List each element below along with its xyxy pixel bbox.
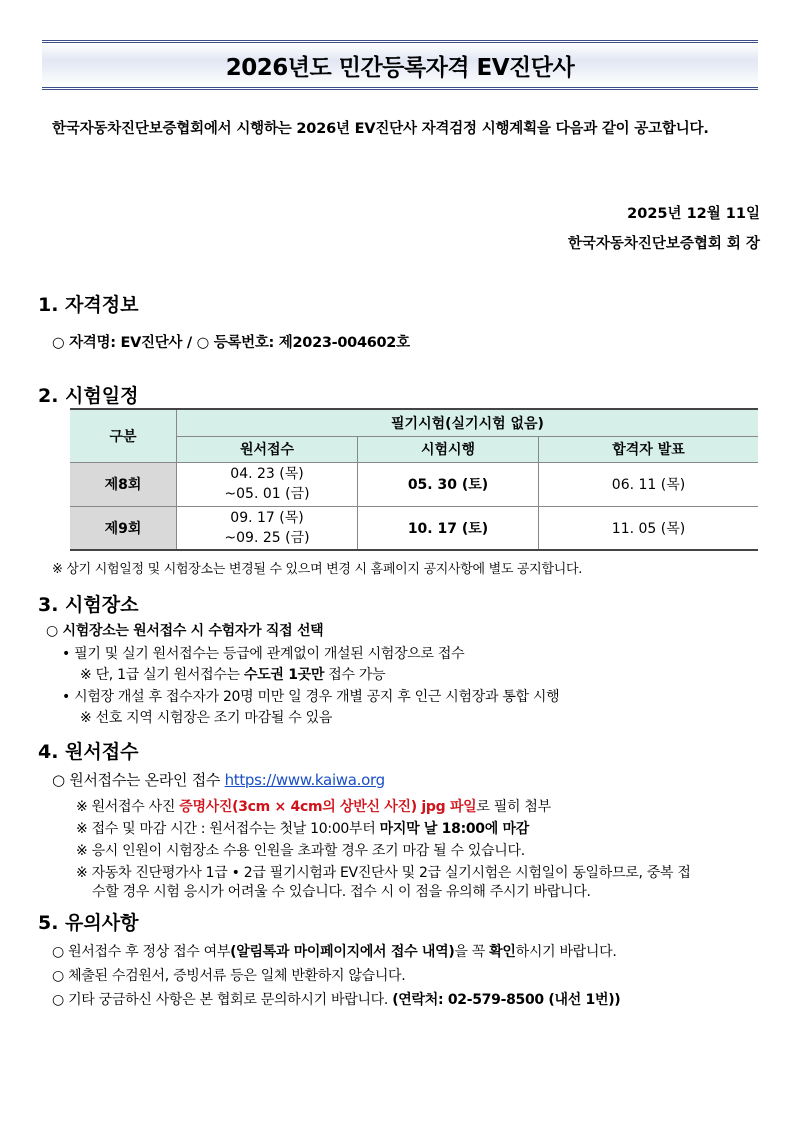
result-date: 06. 11 (목) (539, 462, 759, 506)
application-note-photo: ※ 원서접수 사진 증명사진(3cm × 4cm의 상반신 사진) jpg 파일로 필히 첨부 (76, 799, 551, 815)
registration-end: ~05. 01 (금) (224, 486, 310, 502)
exam-date: 05. 30 (토) (358, 462, 539, 506)
table-row (70, 506, 758, 550)
caution-3: ○ 기타 궁금하신 사항은 본 협회로 문의하시기 바랍니다. (연락처: 02-579-8500 (내선 1번)) (52, 992, 621, 1008)
title-banner (42, 40, 758, 90)
announcement-date: 2025년 12월 11일 (627, 206, 760, 222)
venue-selection-note: ○ 시험장소는 원서접수 시 수험자가 직접 선택 (46, 623, 324, 639)
registration-period (177, 462, 358, 506)
table-row (70, 462, 758, 506)
venue-note-2: ※ 선호 지역 시험장은 조기 마감될 수 있음 (80, 710, 333, 726)
exam-date: 10. 17 (토) (358, 506, 539, 550)
result-date: 11. 05 (목) (539, 506, 759, 550)
application-note-duplicate-2: 수할 경우 시험 응시가 어려울 수 있습니다. 접수 시 이 점을 유의해 주시기 바랍니다. (92, 884, 591, 900)
caution-1: ○ 원서접수 후 정상 접수 여부(알림톡과 마이페이지에서 접수 내역)을 꼭 확인하시기 바랍니다. (52, 944, 617, 960)
page-title: 2026년도 민간등록자격 EV진단사 (225, 54, 575, 81)
row-label: 제9회 (70, 506, 177, 550)
section-4-heading: 4. 원서접수 (38, 741, 139, 763)
application-note-time: ※ 접수 및 마감 시간 : 원서접수는 첫날 10:00부터 마지막 날 18:00에 마감 (76, 821, 529, 837)
table-header-row (70, 409, 758, 436)
exam-schedule-table (70, 408, 758, 551)
schedule-note: ※ 상기 시험일정 및 시험장소는 변경될 수 있으며 변경 시 홈페이지 공지사항에 별도 공지합니다. (52, 562, 583, 577)
section-1-heading: 1. 자격정보 (38, 294, 139, 316)
venue-bullet-1: • 필기 및 실기 원서접수는 등급에 관계없이 개설된 시험장으로 접수 (62, 646, 465, 662)
header-registration: 원서접수 (177, 436, 358, 462)
registration-start: 09. 17 (목) (230, 509, 304, 526)
issuer-name: 한국자동차진단보증협회 회 장 (567, 236, 760, 252)
website-link[interactable]: https://www.kaiwa.org (224, 771, 385, 789)
section-5-heading: 5. 유의사항 (38, 912, 139, 934)
header-exam-date: 시험시행 (358, 436, 539, 462)
qualification-info: ○ 자격명: EV진단사 / ○ 등록번호: 제2023-004602호 (52, 335, 410, 351)
venue-bullet-2: • 시험장 개설 후 접수자가 20명 미만 일 경우 개별 공지 후 인근 시험장과 통합 시행 (62, 689, 560, 705)
venue-note-1: ※ 단, 1급 실기 원서접수는 수도권 1곳만 접수 가능 (80, 667, 386, 683)
application-online: ○ 원서접수는 온라인 접수 https://www.kaiwa.org (52, 771, 385, 789)
intro-paragraph: 한국자동차진단보증협회에서 시행하는 2026년 EV진단사 자격검정 시행계획을 다음과 같이 공고합니다. (52, 121, 709, 137)
application-note-duplicate-1: ※ 자동차 진단평가사 1급 • 2급 필기시험과 EV진단사 및 2급 실기시험은 시험일이 동일하므로, 중복 접 (76, 865, 691, 881)
row-label: 제8회 (70, 462, 177, 506)
header-written-exam: 필기시험(실기시험 없음) (177, 409, 759, 436)
registration-start: 04. 23 (목) (230, 466, 304, 482)
application-note-capacity: ※ 응시 인원이 시험장소 수용 인원을 초과할 경우 조기 마감 될 수 있습니다. (76, 843, 525, 859)
caution-2: ○ 체출된 수검원서, 증빙서류 등은 일체 반환하지 않습니다. (52, 968, 406, 984)
section-3-heading: 3. 시험장소 (38, 594, 139, 616)
registration-end: ~09. 25 (금) (224, 529, 310, 546)
header-category: 구분 (70, 409, 177, 462)
header-result: 합격자 발표 (539, 436, 759, 462)
section-2-heading: 2. 시험일정 (38, 385, 139, 407)
registration-period (177, 506, 358, 550)
